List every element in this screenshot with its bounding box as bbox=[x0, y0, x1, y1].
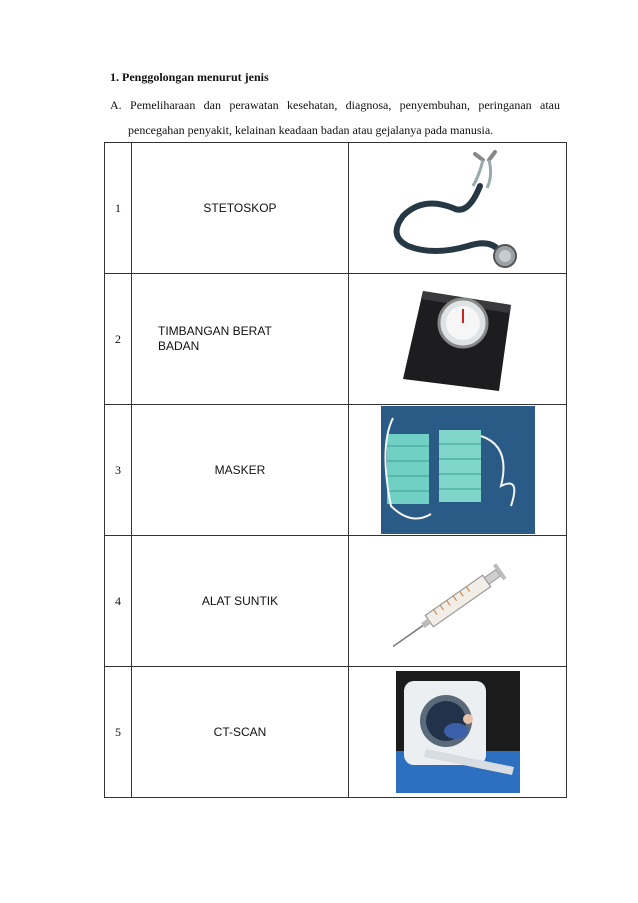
equipment-name: ALAT SUNTIK bbox=[132, 536, 349, 667]
table-row bbox=[105, 536, 567, 667]
row-number: 2 bbox=[105, 274, 132, 405]
ct-scanner-image bbox=[349, 667, 567, 798]
table-row bbox=[105, 667, 567, 798]
equipment-name-line-2: BADAN bbox=[158, 339, 200, 353]
equipment-table bbox=[104, 142, 567, 798]
table-row bbox=[105, 274, 567, 405]
row-number: 4 bbox=[105, 536, 132, 667]
masks-image bbox=[349, 405, 567, 536]
equipment-name: MASKER bbox=[132, 405, 349, 536]
syringe-image bbox=[349, 536, 567, 667]
stethoscope-image bbox=[349, 143, 567, 274]
equipment-name: STETOSKOP bbox=[132, 143, 349, 274]
row-number: 1 bbox=[105, 143, 132, 274]
intro-paragraph bbox=[110, 93, 560, 143]
weighing-scale-image bbox=[349, 274, 567, 405]
row-number: 5 bbox=[105, 667, 132, 798]
table-row bbox=[105, 405, 567, 536]
row-number: 3 bbox=[105, 405, 132, 536]
section-heading: 1. Penggolongan menurut jenis bbox=[110, 70, 269, 84]
paragraph-line-1: A. Pemeliharaan dan perawatan kesehatan, diagnosa, penyembuhan, peringanan atau bbox=[110, 98, 560, 112]
equipment-name-line-1: TIMBANGAN BERAT bbox=[158, 324, 272, 338]
equipment-name: CT-SCAN bbox=[132, 667, 349, 798]
paragraph-line-2: pencegahan penyakit, kelainan keadaan badan atau gejalanya pada manusia. bbox=[128, 123, 494, 137]
table-row bbox=[105, 143, 567, 274]
equipment-name bbox=[132, 274, 349, 405]
